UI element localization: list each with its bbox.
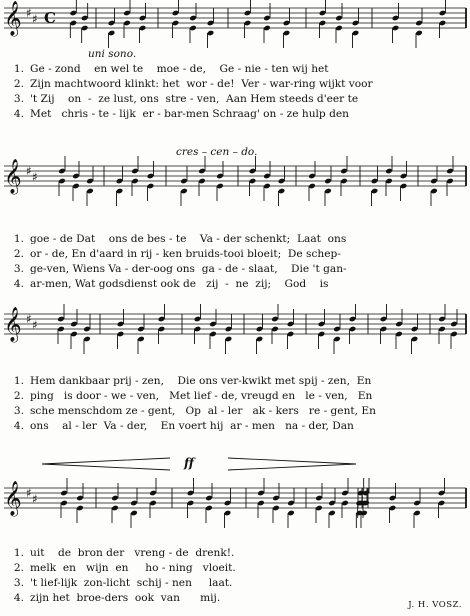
- verse-line-1: [0, 62, 470, 77]
- verse-text: Hem dankbaar prij - zen, Die ons ver-kwikt met spij - zen, En: [30, 375, 372, 387]
- music-system-2: [0, 144, 470, 220]
- verse-number: 3.: [13, 405, 24, 417]
- verse-text: ons al - ler Va - der, En voert hij ar - men na - der, Dan: [30, 420, 354, 432]
- music-staff-2: [0, 144, 470, 220]
- verse-line-4: [0, 107, 470, 122]
- verse-number: 4.: [13, 420, 24, 432]
- verse-line-2: [0, 561, 470, 576]
- verse-text: Zijn machtwoord klinkt: het wor - de! Ver - war-ring wijkt voor: [30, 78, 373, 90]
- music-staff-4: [0, 444, 470, 550]
- verse-number: 1.: [13, 375, 24, 387]
- verse-line-3: [0, 262, 470, 277]
- verse-text: Ge - zond en wel te moe - de, Ge - nie - ten wij het: [30, 63, 329, 75]
- verse-number: 2.: [13, 78, 24, 90]
- music-staff-1: [0, 0, 470, 62]
- verse-line-4: [0, 419, 470, 434]
- verse-number: 3.: [13, 263, 24, 275]
- music-system-3: [0, 290, 470, 368]
- verse-text: ping is door - we - ven, Met lief - de, vreugd en le - ven, En: [30, 390, 373, 402]
- svg-text:𝄞: 𝄞: [4, 481, 22, 516]
- verse-text: 't lief-lijk zon-licht schij - nen laat.: [30, 577, 233, 589]
- verse-text: or - de, En d'aard in rij - ken bruids-tooi bloeit; De schep-: [30, 248, 341, 260]
- svg-text:𝄞: 𝄞: [4, 1, 22, 36]
- verse-line-4: [0, 591, 470, 606]
- verse-text: 't Zij on - ze lust, ons stre - ven, Aan Hem steeds d'eer te: [30, 93, 359, 105]
- verse-number: 4.: [13, 592, 24, 604]
- verse-text: zijn het broe-ders ook van mij.: [30, 592, 221, 604]
- verse-line-3: [0, 576, 470, 591]
- verse-block-2: [0, 232, 470, 292]
- verse-text: uit de bron der vreng - de drenk!.: [30, 547, 235, 559]
- svg-text:♯: ♯: [32, 12, 38, 26]
- svg-text:♯: ♯: [32, 318, 38, 332]
- svg-text:𝄞: 𝄞: [4, 159, 22, 194]
- verse-line-2: [0, 77, 470, 92]
- verse-text: melk en wijn en ho - ning vloeit.: [30, 562, 236, 574]
- verse-line-1: [0, 232, 470, 247]
- verse-number: 1.: [13, 547, 24, 559]
- svg-text:♯: ♯: [32, 492, 38, 506]
- verse-text: ge-ven, Wiens Va - der-oog ons ga - de - slaat, Die 't gan-: [30, 263, 347, 275]
- svg-text:𝄞: 𝄞: [4, 307, 22, 342]
- verse-number: 2.: [13, 562, 24, 574]
- music-system-4: [0, 444, 470, 550]
- verse-text: ar-men, Wat godsdienst ook de zij - ne zij; God is: [30, 278, 329, 290]
- verse-number: 2.: [13, 390, 24, 402]
- svg-text:♯: ♯: [26, 312, 32, 326]
- verse-block-4: [0, 546, 470, 606]
- music-system-1: [0, 0, 470, 62]
- verse-number: 1.: [13, 63, 24, 75]
- svg-text:♯: ♯: [32, 170, 38, 184]
- verse-line-3: [0, 92, 470, 107]
- verse-block-3: [0, 374, 470, 434]
- verse-number: 1.: [13, 233, 24, 245]
- verse-line-3: [0, 404, 470, 419]
- verse-line-2: [0, 389, 470, 404]
- verse-text: sche menschdom ze - gent, Op al - ler ak - kers re - gent, En: [30, 405, 376, 417]
- verse-number: 4.: [13, 108, 24, 120]
- verse-line-1: [0, 546, 470, 561]
- verse-line-1: [0, 374, 470, 389]
- music-staff-3: [0, 290, 470, 368]
- marking-fortissimo: ff: [184, 456, 194, 470]
- verse-line-2: [0, 247, 470, 262]
- verse-text: Met chris - te - lijk er - bar-men Schraag' on - ze hulp den: [30, 108, 349, 120]
- verse-text: goe - de Dat ons de bes - te Va - der schenkt; Laat ons: [30, 233, 347, 245]
- svg-text:♯: ♯: [26, 164, 32, 178]
- verse-number: 2.: [13, 248, 24, 260]
- svg-text:♯: ♯: [26, 486, 32, 500]
- marking-crescendo: cres – cen – do.: [176, 146, 258, 158]
- svg-text:C: C: [44, 9, 56, 27]
- verse-number: 3.: [13, 93, 24, 105]
- marking-uni-sono: uni sono.: [88, 48, 137, 60]
- verse-block-1: [0, 62, 470, 122]
- composer-credit: J. H. VOSZ.: [408, 600, 462, 610]
- svg-text:♯: ♯: [26, 6, 32, 20]
- verse-number: 3.: [13, 577, 24, 589]
- verse-number: 4.: [13, 278, 24, 290]
